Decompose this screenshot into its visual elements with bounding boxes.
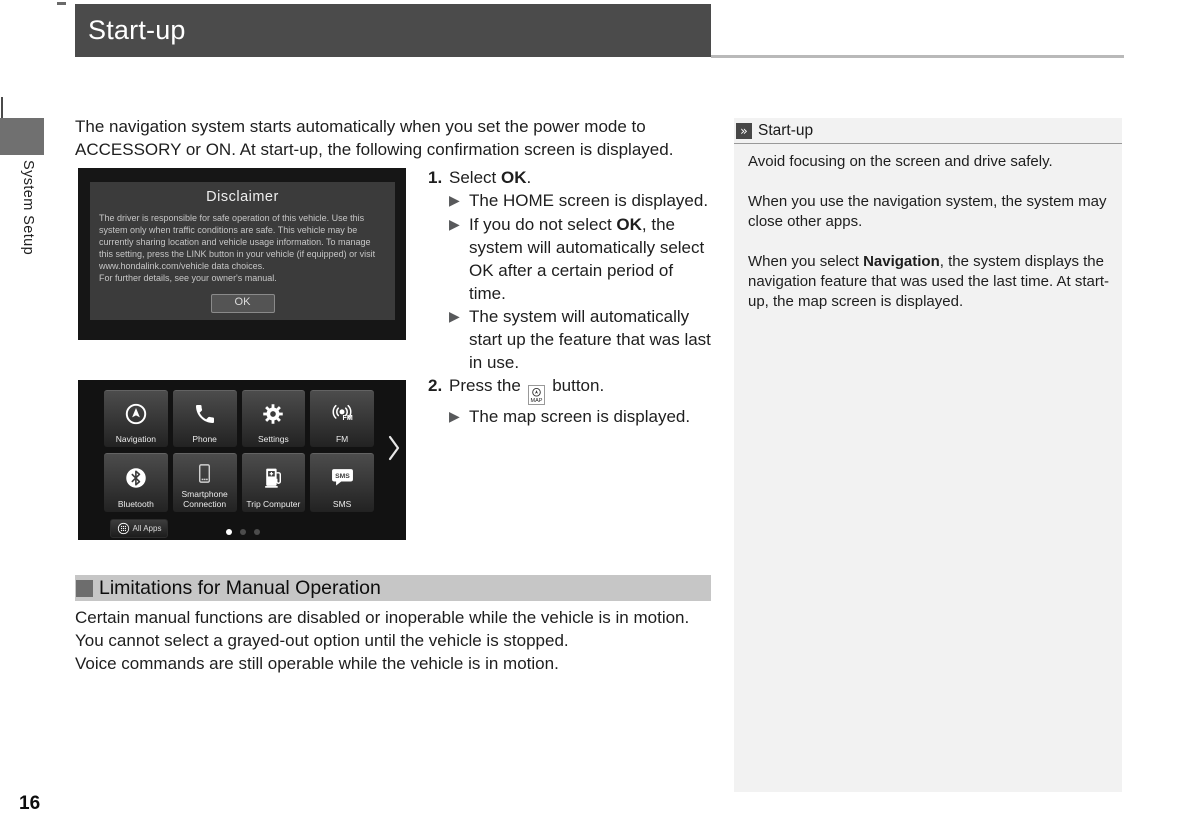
- app-tile-grid: [104, 390, 374, 512]
- tile-label: Trip Computer: [246, 498, 301, 509]
- tile-label: SMS: [332, 498, 352, 509]
- step-number: 1.: [428, 168, 443, 187]
- result-item: [449, 213, 713, 305]
- result-text: The HOME screen is displayed.: [469, 191, 709, 210]
- double-chevron-icon: »: [736, 123, 752, 139]
- smartphone-icon: [193, 454, 216, 490]
- step-1-results: [449, 189, 713, 374]
- disclaimer-body: The driver is responsible for safe operation of this vehicle. Use this system only when traffic conditions are safe. This vehicle may be currently sharing location and vehicle usage information. To manage this setting, press the LINK button in your vehicle (if equipped) or visit www.hondalink.com/vehicle data choices.: [99, 213, 376, 271]
- header-rule: [711, 55, 1124, 58]
- limitations-line: Voice commands are still operable while the vehicle is in motion.: [75, 654, 559, 673]
- tile-sms[interactable]: [310, 453, 374, 512]
- limitations-heading-bar: [75, 575, 711, 601]
- result-item: [449, 405, 713, 429]
- limitations-body: [75, 606, 689, 675]
- navigation-icon: [123, 391, 149, 435]
- tile-label: Bluetooth: [117, 498, 154, 509]
- square-bullet-icon: [76, 580, 93, 597]
- note-paragraph: Avoid focusing on the screen and drive safely.: [748, 153, 1053, 170]
- page-number: 16: [19, 793, 41, 814]
- home-screenshot: [78, 380, 406, 540]
- note-paragraph: When you use the navigation system, the system may close other apps.: [748, 193, 1107, 230]
- note-header: [734, 118, 1122, 143]
- tile-bluetooth[interactable]: [104, 453, 168, 512]
- result-item: [449, 189, 713, 213]
- all-apps-button[interactable]: [110, 519, 168, 538]
- tile-label: FM: [335, 433, 349, 444]
- phone-icon: [193, 391, 217, 435]
- step-2-results: [449, 405, 713, 429]
- step-text: Select OK.: [449, 168, 532, 187]
- step-1: [428, 166, 713, 189]
- print-crop-mark: [57, 2, 66, 5]
- arrow-bullet-icon: ▶: [449, 309, 460, 325]
- disclaimer-body-2: For further details, see your owner's manual.: [99, 273, 277, 283]
- tile-label: Smartphone Connection: [181, 489, 228, 509]
- disclaimer-dialog: [90, 182, 395, 320]
- print-crop-mark: [1, 97, 3, 119]
- result-item: [449, 305, 713, 374]
- tile-phone[interactable]: [173, 390, 237, 447]
- page-title: Start-up: [88, 15, 186, 45]
- arrow-bullet-icon: ▶: [449, 409, 460, 425]
- svg-text:FM: FM: [342, 414, 353, 422]
- step-text: Press the MAP button.: [449, 376, 605, 404]
- note-paragraph: When you select Navigation, the system displays the navigation feature that was used the last time. At start-up, the map screen is displayed.: [748, 253, 1110, 310]
- all-apps-grid-icon: [117, 522, 130, 535]
- tile-label: Navigation: [115, 433, 156, 444]
- tile-smartphone-connection[interactable]: [173, 453, 237, 512]
- intro-paragraph: The navigation system starts automatically when you set the power mode to ACCESSORY or ON. At start-up, the following confirmation screen is displayed.: [75, 117, 674, 159]
- disclaimer-screenshot: [78, 168, 406, 340]
- chapter-label: System Setup: [20, 160, 36, 256]
- fuel-pump-icon: [261, 454, 286, 500]
- tile-settings[interactable]: [242, 390, 306, 447]
- arrow-bullet-icon: ▶: [449, 217, 460, 233]
- page-dot-active: [226, 529, 232, 535]
- gear-icon: [260, 391, 286, 435]
- tile-fm[interactable]: [310, 390, 374, 447]
- sidebar-note-box: [734, 118, 1122, 792]
- limitations-line: Certain manual functions are disabled or inoperable while the vehicle is in motion.: [75, 608, 690, 627]
- all-apps-label: All Apps: [132, 524, 162, 533]
- svg-text:SMS: SMS: [334, 473, 350, 481]
- result-text: If you do not select OK, the system will automatically select OK after a certain period of time.: [469, 215, 705, 303]
- step-number: 2.: [428, 376, 443, 395]
- sms-bubble-icon: [329, 454, 356, 500]
- instruction-steps: [428, 166, 713, 429]
- page-dot: [240, 529, 246, 535]
- tile-navigation[interactable]: [104, 390, 168, 447]
- tile-trip-computer[interactable]: [242, 453, 306, 512]
- next-page-arrow[interactable]: [388, 435, 400, 466]
- section-banner: [75, 4, 711, 57]
- tile-label: Phone: [192, 433, 217, 444]
- ok-button[interactable]: OK: [211, 294, 275, 313]
- fm-radio-icon: [329, 391, 355, 435]
- result-text: The system will automatically start up the feature that was last in use.: [469, 307, 711, 372]
- limitations-heading: Limitations for Manual Operation: [99, 576, 381, 599]
- limitations-line: You cannot select a grayed-out option until the vehicle is stopped.: [75, 631, 569, 650]
- step-2: [428, 374, 713, 405]
- result-text: The map screen is displayed.: [469, 407, 691, 426]
- page-indicator: [226, 529, 260, 535]
- tile-label: Settings: [258, 433, 289, 444]
- disclaimer-title: Disclaimer: [206, 189, 279, 205]
- note-title: Start-up: [758, 122, 814, 139]
- bluetooth-icon: [123, 454, 149, 500]
- chapter-tab: [0, 118, 44, 155]
- arrow-bullet-icon: ▶: [449, 193, 460, 209]
- map-hard-button-icon: MAP: [528, 385, 546, 405]
- page-dot: [254, 529, 260, 535]
- note-body: [734, 144, 1122, 312]
